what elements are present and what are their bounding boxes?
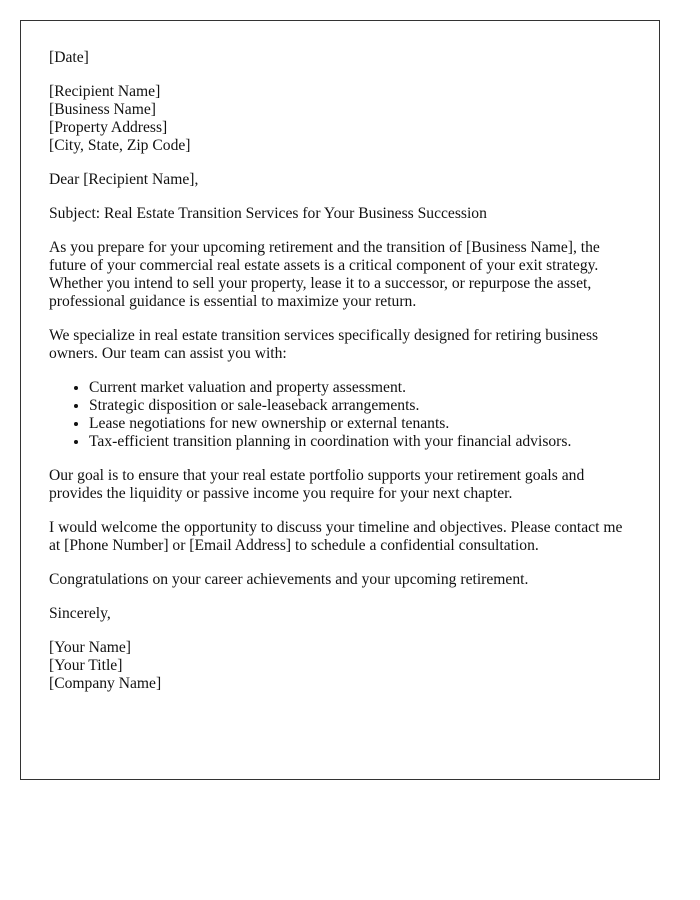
services-list-item: • Current market valuation and property assessment. [89, 379, 631, 397]
letter-date: [Date] [49, 49, 89, 66]
services-list [49, 379, 631, 451]
goal-paragraph: Our goal is to ensure that your real estate portfolio supports your retirement goals and provides the liquidity or passive income you require for your next chapter. [49, 467, 585, 502]
recipient-business: [Business Name] [49, 101, 156, 118]
services-list-item: • Strategic disposition or sale-leaseback arrangements. [89, 397, 631, 415]
salutation: Dear [Recipient Name], [49, 171, 199, 188]
signature-company: [Company Name] [49, 675, 162, 692]
services-list-item: • Tax-efficient transition planning in coordination with your financial advisors. [89, 433, 631, 451]
intro-paragraph: As you prepare for your upcoming retirement and the transition of [Business Name], the future of your commercial real estate assets is a critical component of your exit strategy. Whether you intend to sell your property, lease it to a successor, or repurpose the asset, professional guidance is essential to maximize your return. [49, 239, 600, 310]
signature-title: [Your Title] [49, 657, 123, 674]
congrats-paragraph: Congratulations on your career achievements and your upcoming retirement. [49, 571, 529, 588]
recipient-name: [Recipient Name] [49, 83, 161, 100]
signature-block [49, 639, 631, 693]
signature-name: [Your Name] [49, 639, 132, 656]
services-intro-paragraph: We specialize in real estate transition services specifically designed for retiring business owners. Our team can assist you with: [49, 327, 599, 362]
recipient-address-block [49, 83, 631, 155]
recipient-city-state-zip: [City, State, Zip Code] [49, 137, 191, 154]
letter-document [20, 20, 660, 780]
services-list-item: • Lease negotiations for new ownership or external tenants. [89, 415, 631, 433]
recipient-address: [Property Address] [49, 119, 168, 136]
closing: Sincerely, [49, 605, 111, 622]
subject-line: Subject: Real Estate Transition Services for Your Business Succession [49, 205, 487, 222]
contact-paragraph: I would welcome the opportunity to discuss your timeline and objectives. Please contact me at [Phone Number] or [Email Address] to schedule a confidential consultation. [49, 519, 623, 554]
